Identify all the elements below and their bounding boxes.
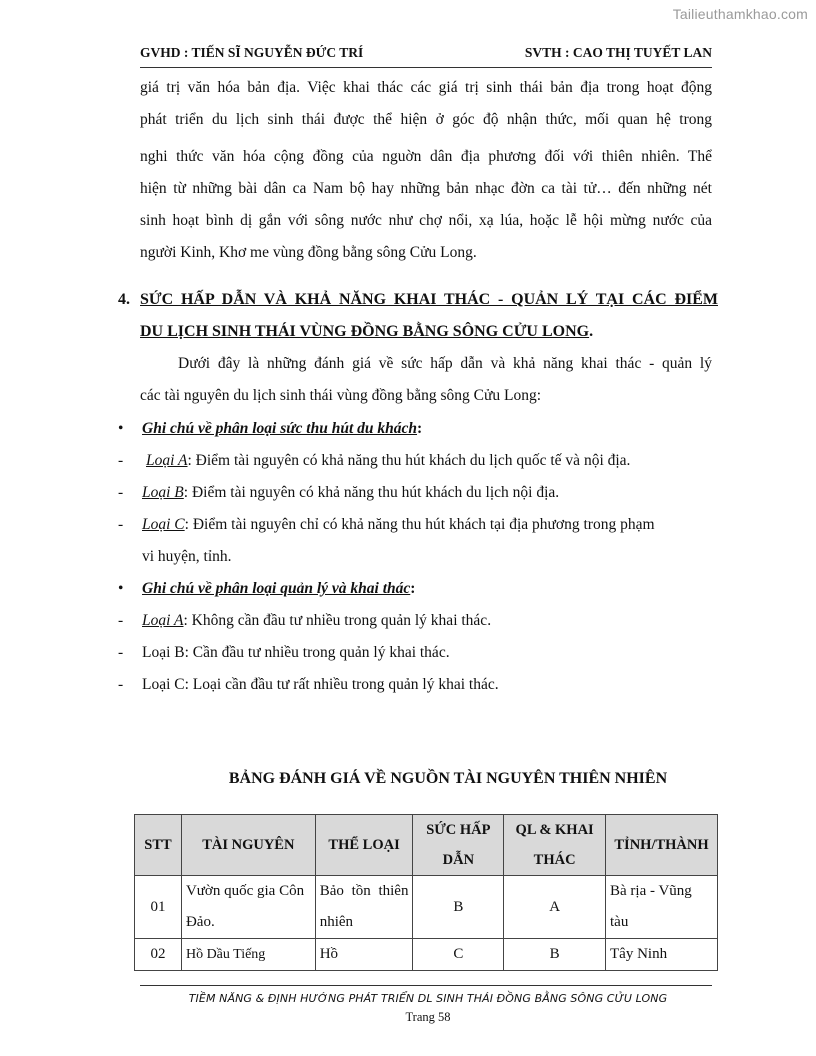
- section-title-line-1: SỨC HẤP DẪN VÀ KHẢ NĂNG KHAI THÁC - QUẢN LÝ TẠI CÁC ĐIỂM: [140, 291, 718, 308]
- page-header: [140, 45, 712, 65]
- intro-line-3: nghi thức văn hóa cộng đồng của nguờn dân địa phương đối với thiên nhiên. Thể: [140, 148, 712, 165]
- section-number: 4.: [118, 291, 130, 308]
- dash-marker: -: [118, 676, 124, 693]
- note2-item-b-text: Loại B: Cần đầu tư nhiều trong quản lý khai thác.: [142, 644, 450, 661]
- bullet-icon: •: [118, 420, 124, 437]
- table-header-row: [135, 815, 718, 876]
- note2-title: Ghi chú về phân loại quản lý và khai thác: [142, 580, 411, 597]
- resource-table: [134, 814, 718, 971]
- dash-marker: -: [118, 484, 124, 501]
- col-header-resource: TÀI NGUYÊN: [181, 815, 315, 876]
- table-row: [135, 939, 718, 971]
- para2-line-2: các tài nguyên du lịch sinh thái vùng đồng bằng sông Cửu Long:: [140, 387, 542, 404]
- cell-category: Bảo tồn thiên nhiên: [315, 876, 413, 939]
- bullet-icon: •: [118, 580, 124, 597]
- watermark: Tailieuthamkhao.com: [672, 6, 808, 22]
- dash-marker: -: [118, 452, 124, 469]
- page-number: Trang 58: [405, 1010, 451, 1024]
- section-title-line-2: [140, 316, 593, 348]
- section-title-line-2-text: DU LỊCH SINH THÁI VÙNG ĐỒNG BẰNG SÔNG CỬU LONG: [140, 323, 590, 340]
- note1-item-b-text: : Điểm tài nguyên có khả năng thu hút khách du lịch nội địa.: [183, 484, 560, 501]
- table-row: [135, 876, 718, 939]
- cell-resource: Vườn quốc gia Côn Đảo.: [181, 876, 315, 939]
- table-title: BẢNG ĐÁNH GIÁ VỀ NGUỒN TÀI NGUYÊN THIÊN NHIÊN: [228, 770, 668, 787]
- note2-colon: :: [410, 580, 416, 597]
- section-title-period: .: [589, 323, 594, 340]
- dash-marker: -: [118, 644, 124, 661]
- header-divider: [140, 67, 712, 68]
- cell-category: Hồ: [315, 939, 413, 971]
- note1-item-a-label: Loại A: [146, 452, 188, 469]
- note1-item-a-text: : Điểm tài nguyên có khả năng thu hút khách du lịch quốc tế và nội địa.: [187, 452, 631, 469]
- intro-line-6: người Kinh, Khơ me vùng đồng bằng sông Cửu Long.: [140, 244, 477, 261]
- para2-line-1: Dưới đây là những đánh giá về sức hấp dẫn và khả năng khai thác - quản lý: [178, 355, 712, 372]
- cell-management: B: [504, 939, 606, 971]
- note1-title: Ghi chú về phân loại sức thu hút du khách: [142, 420, 418, 437]
- col-header-category: THỂ LOẠI: [315, 815, 413, 876]
- col-header-attraction: SỨC HẤP DẪN: [413, 815, 504, 876]
- cell-management: A: [504, 876, 606, 939]
- note1-item-c-label: Loại C: [142, 516, 185, 533]
- col-header-management: QL & KHAI THÁC: [504, 815, 606, 876]
- cell-attraction: C: [413, 939, 504, 971]
- intro-line-5: sinh hoạt bình dị gắn với sông nước như chợ nổi, xạ lúa, hoặc lễ hội mừng nước của: [140, 212, 712, 229]
- note2-item-a-label: Loại A: [142, 612, 184, 629]
- cell-attraction: B: [413, 876, 504, 939]
- note1-item-c-text: : Điểm tài nguyên chỉ có khả năng thu hút khách tại địa phương trong phạm: [184, 516, 655, 533]
- intro-line-2: phát triển du lịch sinh thái được thể hiện ở góc độ nhận thức, mối quan hệ trong: [140, 111, 712, 128]
- note1-item-c-cont: vi huyện, tỉnh.: [142, 548, 232, 565]
- header-advisor: GVHD : TIẾN SĨ NGUYỄN ĐỨC TRÍ: [140, 45, 364, 60]
- cell-province: Bà rịa - Vũng tàu: [606, 876, 718, 939]
- note1-item-b-label: Loại B: [142, 484, 184, 501]
- note2-item-c-text: Loại C: Loại cần đầu tư rất nhiều trong quản lý khai thác.: [142, 676, 499, 693]
- intro-line-4: hiện từ những bài dân ca Nam bộ hay những bản nhạc đờn ca tài tử… đến những nét: [140, 180, 712, 197]
- header-student: SVTH : CAO THỊ TUYẾT LAN: [524, 45, 712, 60]
- col-header-stt: STT: [135, 815, 182, 876]
- col-header-province: TỈNH/THÀNH: [606, 815, 718, 876]
- cell-province: Tây Ninh: [606, 939, 718, 971]
- footer-divider: [140, 985, 712, 986]
- dash-marker: -: [118, 612, 124, 629]
- cell-resource: Hồ Dầu Tiếng: [181, 939, 315, 971]
- note2-item-a-text: : Không cần đầu tư nhiều trong quản lý khai thác.: [183, 612, 492, 629]
- dash-marker: -: [118, 516, 124, 533]
- note1-colon: :: [417, 420, 423, 437]
- cell-stt: 02: [135, 939, 182, 971]
- footer-title: TIỀM NĂNG & ĐỊNH HƯỚNG PHÁT TRIỂN DL SINH THÁI ĐỒNG BẰNG SÔNG CỬU LONG: [188, 992, 668, 1005]
- cell-stt: 01: [135, 876, 182, 939]
- intro-line-1: giá trị văn hóa bản địa. Việc khai thác các giá trị sinh thái bản địa trong hoạt động: [140, 79, 712, 96]
